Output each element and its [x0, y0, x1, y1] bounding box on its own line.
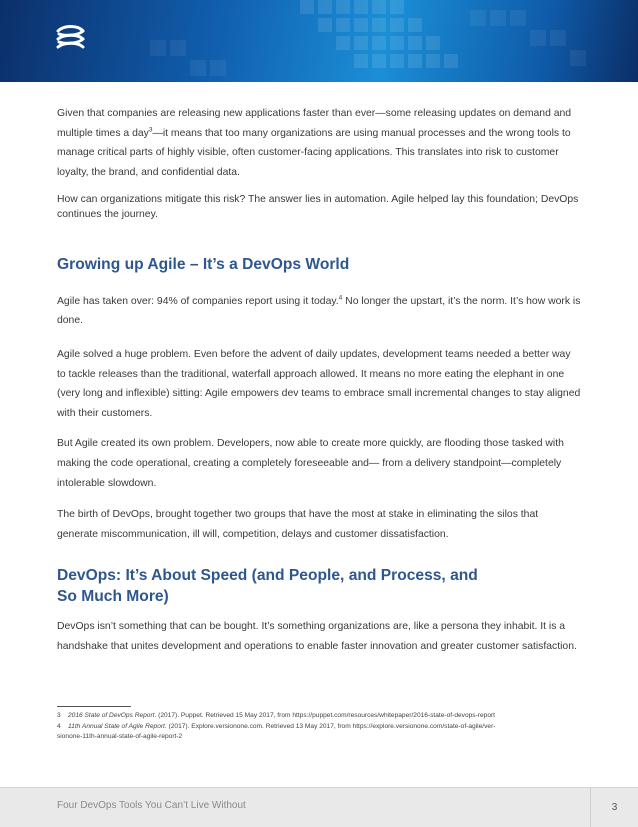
paragraph-devops-definition: DevOps isn’t something that can be bought. It’s something organizations are, like a persona they inhabit. It is a handshake that unites development and operations to enable faster innovation and greater customer satisfaction. — [57, 621, 577, 652]
paragraph-mitigate: How can organizations mitigate this risk? The answer lies in automation. Agile helped lay this foundation; DevOps continues the journey. — [57, 194, 579, 221]
page-footer — [0, 787, 638, 827]
section-heading-line2: So Much More) — [57, 587, 169, 605]
footnote-4-number: 4 — [57, 722, 61, 730]
paragraph-agile-cont: No longer the upstart, it’s the norm. It’s how work is done. — [57, 295, 581, 327]
footnote-3 — [57, 711, 582, 722]
paragraph-intro-text: Given that companies are releasing new applications faster than ever—some releasing updates on demand and multiple times a day — [57, 108, 572, 139]
header-banner — [0, 0, 638, 82]
paragraph-birth-of-devops: The birth of DevOps, brought together two groups that have the most at stake in eliminating the silos that generate miscommunication, ill will, competition, delays and customer dissatisfaction. — [57, 509, 539, 540]
main-content — [57, 104, 582, 657]
paragraph-agile-problem: But Agile created its own problem. Developers, now able to create more quickly, are flooding those tasked with making the code operational, creating a completely foreseeable and— from a delivery standpoint—completely intolerable slowdown. — [57, 438, 564, 489]
footnotes — [57, 706, 582, 743]
paragraph-agile-taken-over — [57, 292, 582, 331]
footnote-divider — [57, 706, 131, 707]
section-heading-growing-up-agile: Growing up Agile – It’s a DevOps World — [57, 256, 350, 274]
footer-page-number: 3 — [590, 788, 638, 827]
section-heading-line1: DevOps: It’s About Speed (and People, and Process, and — [57, 567, 478, 585]
banner-tile-pattern — [0, 0, 638, 82]
paragraph-agile-text: Agile has taken over: 94% of companies report using it today. — [57, 295, 339, 307]
section-heading-devops-speed — [57, 566, 582, 607]
footer-document-title: Four DevOps Tools You Can’t Live Without — [57, 800, 246, 811]
footnote-3-number: 3 — [57, 712, 61, 719]
footnote-4-title: 11th Annual State of Agile Report — [68, 722, 165, 730]
paragraph-agile-solved: Agile solved a huge problem. Even before the advent of daily updates, development teams needed a better way to tackle releases than the traditional, waterfall approach allowed. It means no more eating the elephant in one (very long and inflexible) sitting: Agile empowers dev teams to embrace small incremental changes to stay aligned with their customers. — [57, 349, 581, 419]
paragraph-intro — [57, 104, 582, 182]
footnote-4-line2: sionone-11th-annual-state-of-agile-report-2 — [57, 733, 183, 741]
paragraph-intro-cont: —it means that too many organizations are using manual processes and the wrong tools to manage critical parts of highly visible, often customer-facing applications. This translates into risk to customer loyalty, the brand, and confidential data. — [57, 127, 571, 178]
footnote-4 — [57, 722, 582, 743]
footnote-ref-3: 3 — [148, 126, 153, 134]
footnote-3-title: 2016 State of DevOps Report — [68, 712, 155, 719]
footnote-3-rest: . (2017). Puppet. Retrieved 15 May 2017, from https://puppet.com/resources/whitepaper/2016-state-of-devops-report — [154, 712, 496, 719]
footnote-4-rest: . (2017). Explore.versionone.com. Retrieved 13 May 2017, from https://explore.versionone.com/state-of-agile/ver- — [164, 722, 496, 730]
ca-technologies-logo-icon — [54, 22, 86, 54]
footnote-ref-4: 4 — [338, 294, 343, 302]
